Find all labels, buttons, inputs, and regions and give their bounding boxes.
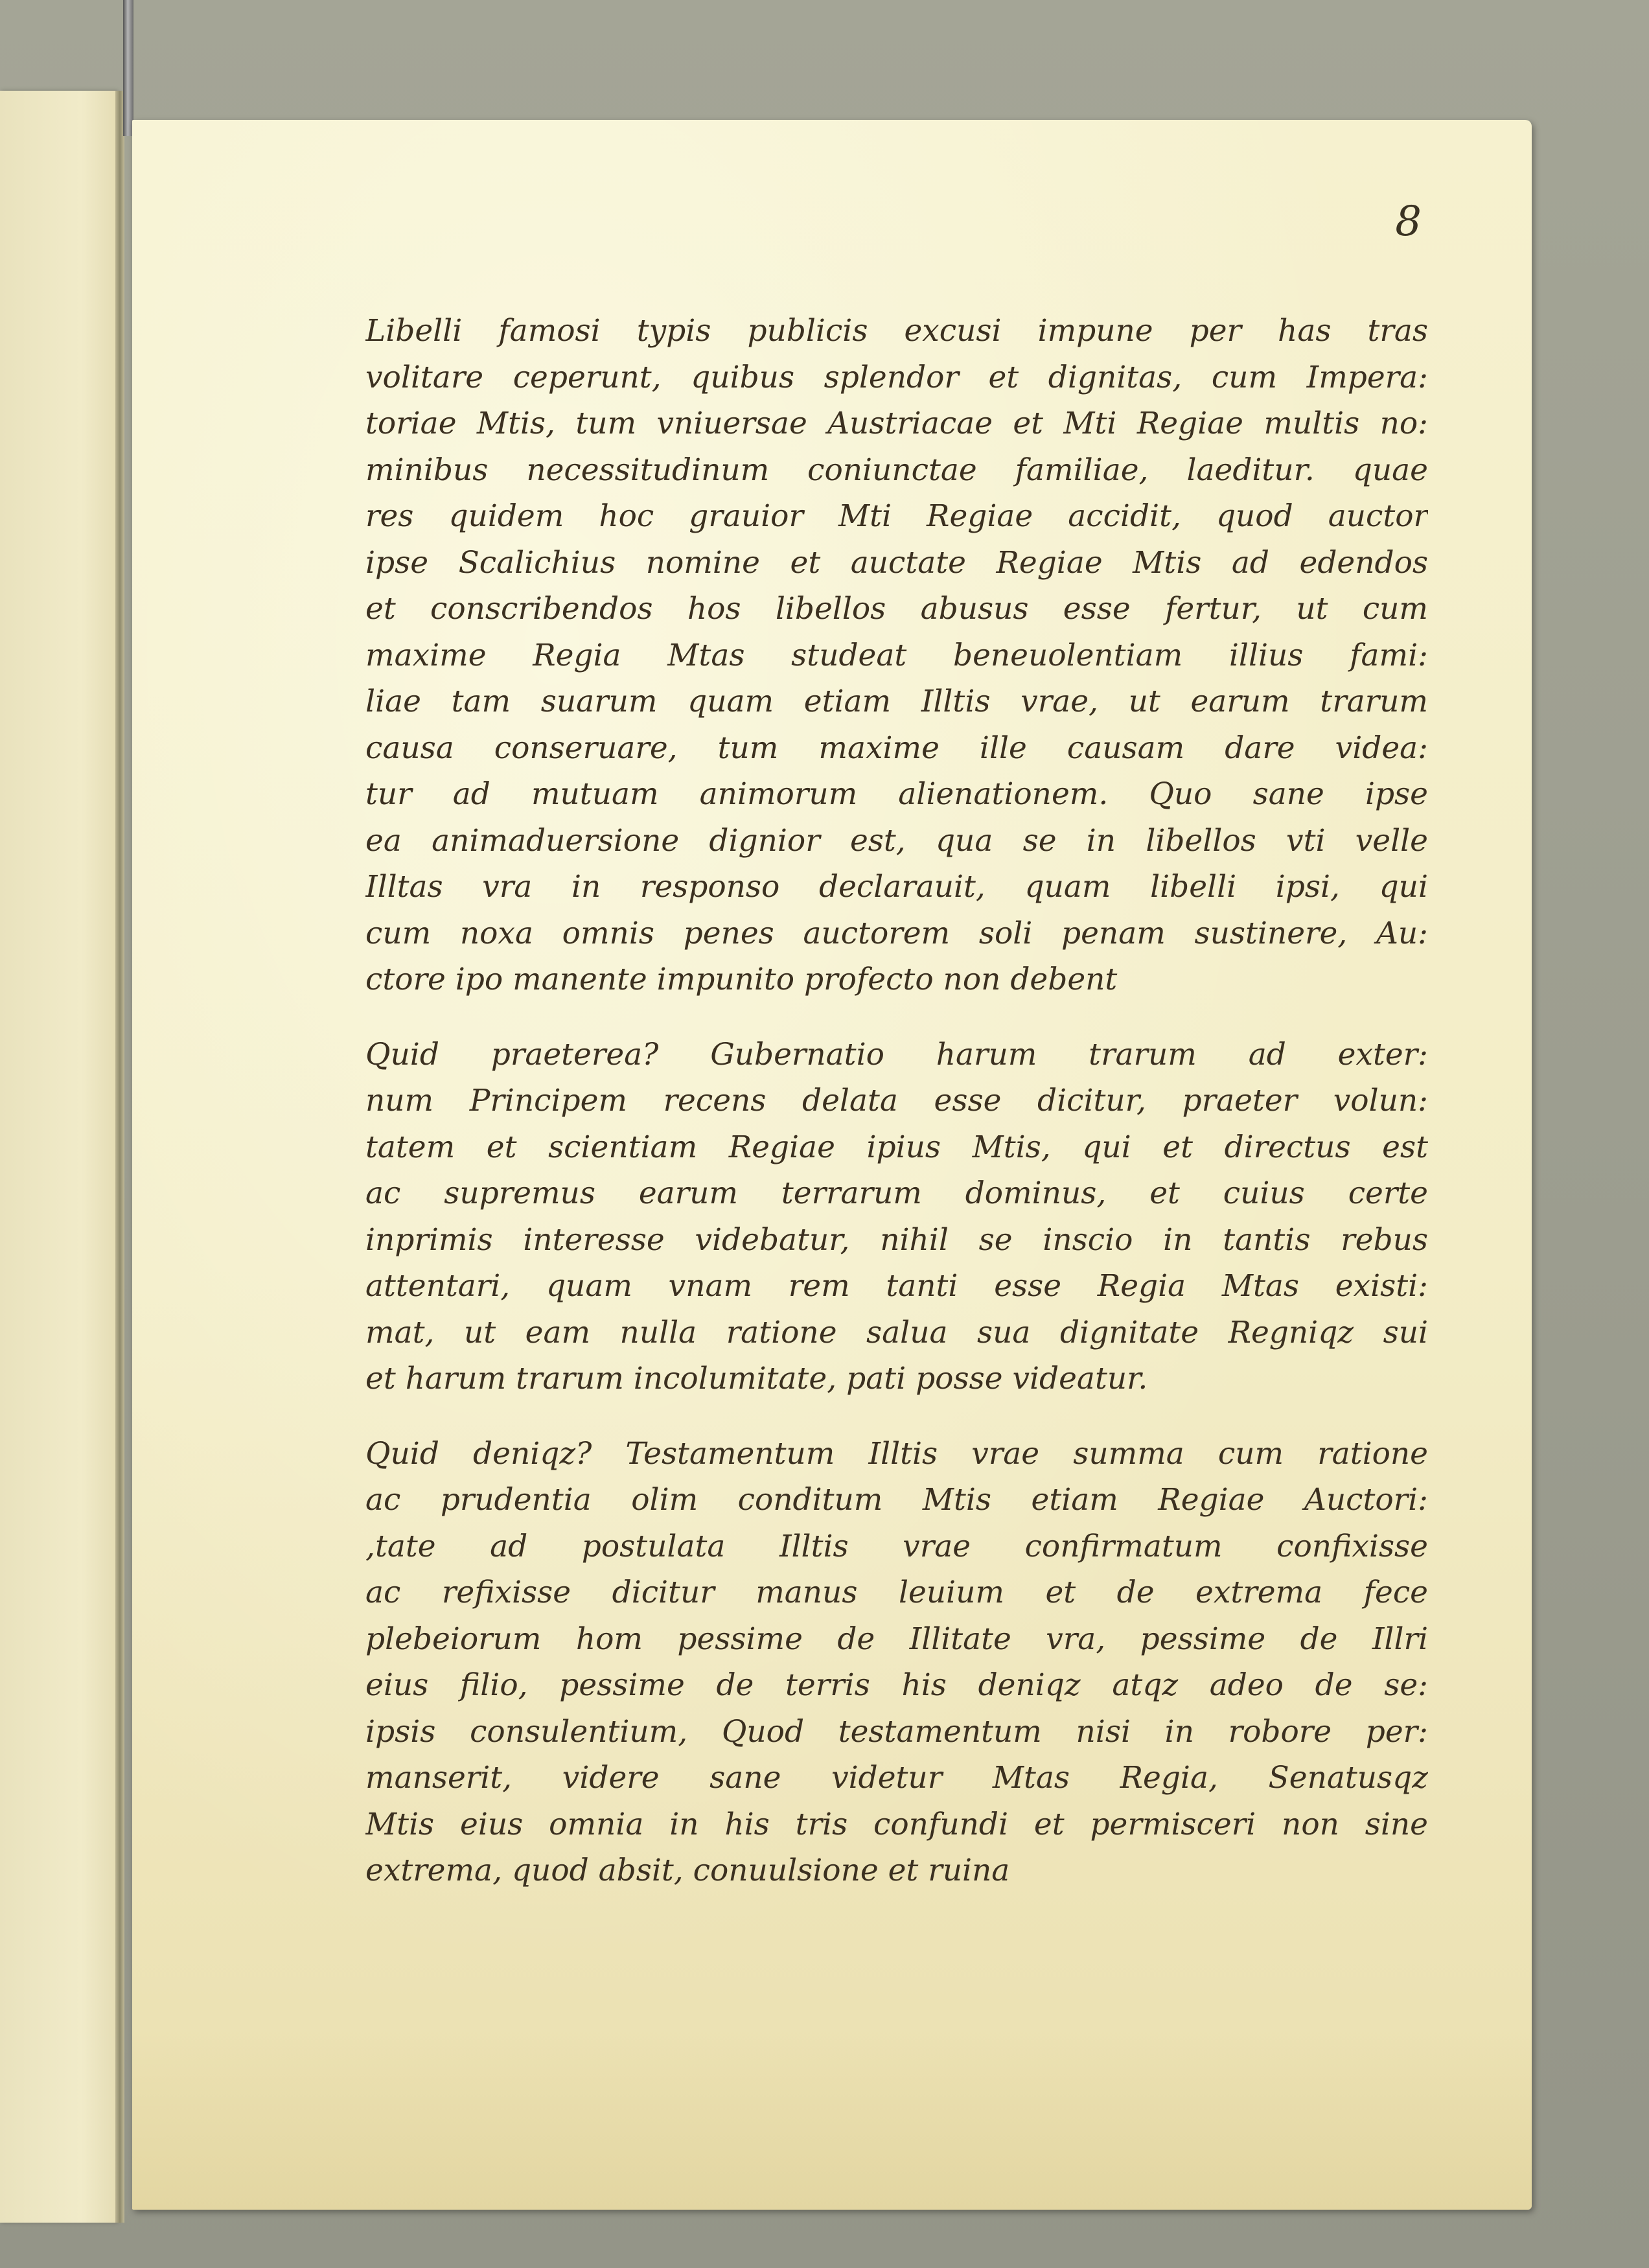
binding-gutter [115,91,124,2223]
text-line: ac supremus earum terrarum dominus, et cuius certe [365,1175,1428,1211]
text-line: ipsis consulentium, Quod testamentum nisi in robore per: [365,1713,1428,1750]
paragraph-1 [365,308,1428,1003]
text-line: inprimis interesse videbatur, nihil se inscio in tantis rebus [365,1221,1428,1258]
text-line: plebeiorum hom pessime de Illitate vra, pessime de Illri [365,1621,1428,1657]
text-line: cum noxa omnis penes auctorem soli penam sustinere, Au: [365,915,1428,951]
text-line: ac prudentia olim conditum Mtis etiam Regiae Auctori: [365,1482,1428,1518]
text-line: maxime Regia Mtas studeat beneuolentiam illius fami: [365,637,1428,673]
scanner-clamp [123,0,133,136]
text-line: manserit, videre sane videtur Mtas Regia, Senatusqz [365,1760,1428,1796]
text-line: ac refixisse dicitur manus leuium et de extrema fece [365,1575,1428,1610]
text-line: Libelli famosi typis publicis excusi impune per has tras [365,313,1428,349]
text-line: et harum trarum incolumitate, pati posse videatur. [365,1361,1148,1396]
previous-page-edge [0,91,117,2223]
manuscript-page [132,120,1532,2210]
handwritten-text-block [365,308,1428,1894]
paragraph-3 [365,1431,1428,1894]
text-line: volitare ceperunt, quibus splendor et dignitas, cum Impera: [365,359,1428,395]
text-line: res quidem hoc grauior Mti Regiae accidit, quod auctor [365,498,1428,534]
text-line: Mtis eius omnia in his tris confundi et permisceri non sine [365,1806,1428,1842]
text-line: attentari, quam vnam rem tanti esse Regia Mtas existi: [365,1268,1428,1304]
text-line: ctore ipo manente impunito profecto non debent [365,962,1118,997]
text-line: extrema, quod absit, conuulsione et ruina [365,1853,1010,1888]
text-line: toriae Mtis, tum vniuersae Austriacae et Mti Regiae multis no: [365,406,1428,441]
text-line: Illtas vra in responso declarauit, quam libelli ipsi, qui [365,869,1428,905]
folio-number: 8 [1395,198,1422,246]
text-line: liae tam suarum quam etiam Illtis vrae, ut earum trarum [365,684,1428,719]
water-stain [132,2031,1532,2210]
text-line: causa conseruare, tum maxime ille causam dare videa: [365,730,1428,766]
text-line: tatem et scientiam Regiae ipius Mtis, qui et directus est [365,1129,1428,1165]
text-line: ea animaduersione dignior est, qua se in libellos vti velle [365,822,1428,859]
text-line: Quid praeterea? Gubernatio harum trarum ad exter: [365,1036,1428,1072]
text-line: et conscribendos hos libellos abusus esse fertur, ut cum [365,591,1428,627]
text-line: ,tate ad postulata Illtis vrae confirmatum confixisse [365,1528,1428,1564]
text-line: minibus necessitudinum coniunctae familiae, laeditur. quae [365,452,1428,488]
text-line: eius filio, pessime de terris his deniqz atqz adeo de se: [365,1667,1428,1703]
text-line: tur ad mutuam animorum alienationem. Quo sane ipse [365,776,1428,812]
text-line: num Principem recens delata esse dicitur, praeter volun: [365,1083,1428,1118]
text-line: ipse Scalichius nomine et auctate Regiae Mtis ad edendos [365,544,1428,581]
paragraph-2 [365,1032,1428,1402]
text-line: Quid deniqz? Testamentum Illtis vrae summa cum ratione [365,1435,1428,1472]
text-line: mat, ut eam nulla ratione salua sua dignitate Regniqz sui [365,1314,1428,1350]
